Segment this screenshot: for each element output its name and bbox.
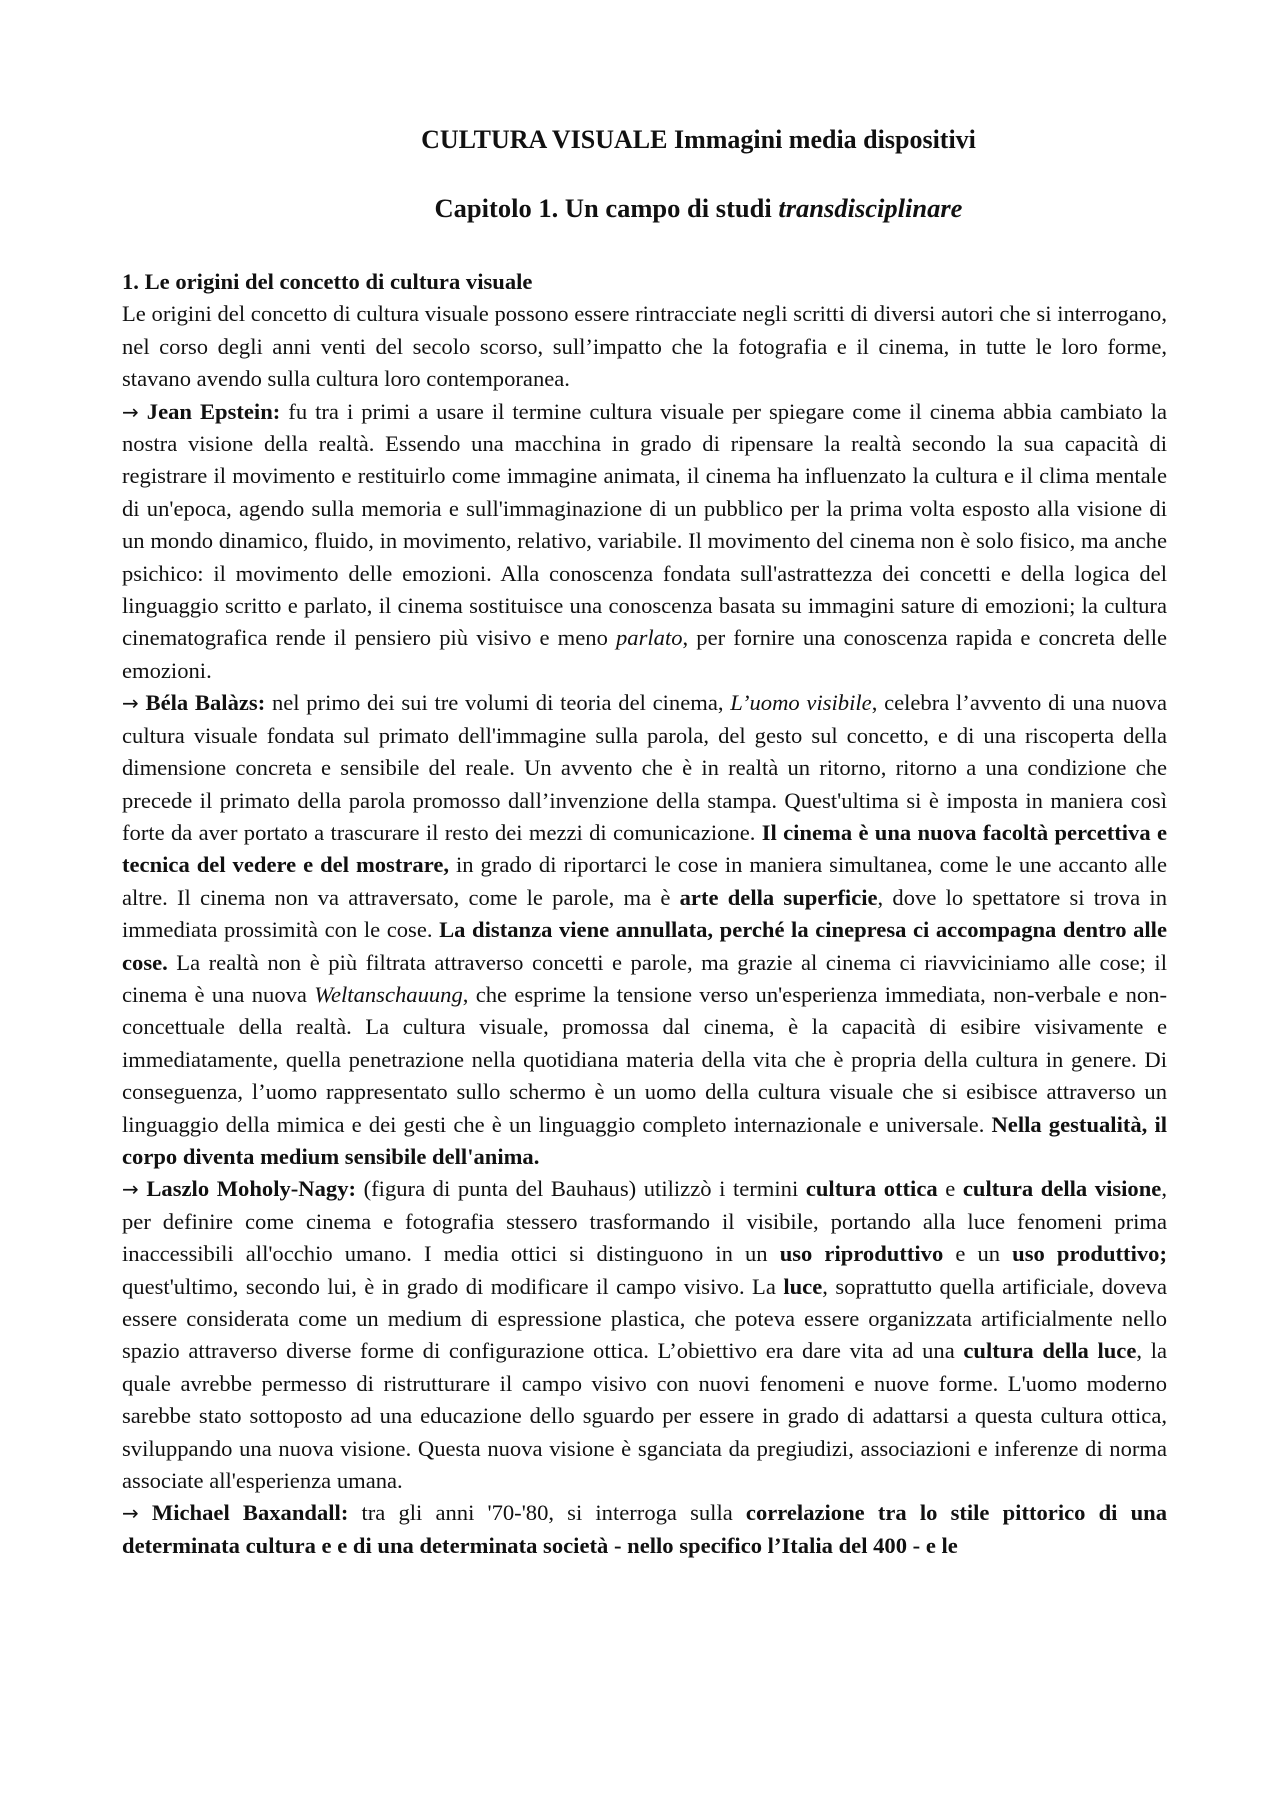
balazs-paragraph — [122, 687, 1167, 1173]
moholy-bold-1: cultura ottica — [805, 1176, 938, 1202]
balazs-text-5: La realtà non è più filtrata attraverso concetti e parole, ma grazie al cinema ci riavviciniamo alle cose; il cinema è una nuova — [122, 949, 1167, 1007]
author-name-epstein: Jean Epstein: — [146, 398, 281, 424]
arrow-icon: → — [122, 1177, 139, 1202]
moholy-text-4: e un — [943, 1241, 1013, 1267]
section-heading: 1. Le origini del concetto di cultura visuale — [122, 269, 533, 294]
balazs-bold-2: arte della superficie — [679, 884, 878, 910]
balazs-bold-1: Il cinema è una nuova facoltà percettiva e tecnica del vedere e del mostrare, — [122, 819, 1167, 878]
balazs-italic-1: L’uomo visibile — [730, 690, 872, 716]
baxandall-text-1: tra gli anni '70-'80, si interroga sulla — [348, 1500, 746, 1526]
moholy-bold-3: uso riproduttivo — [779, 1241, 944, 1267]
chapter-title-italic: transdisciplinare — [778, 193, 963, 223]
moholy-paragraph — [122, 1173, 1167, 1497]
document-page — [122, 120, 1167, 1562]
moholy-text-5: quest'ultimo, secondo lui, è in grado di modificare il campo visivo. La — [122, 1273, 784, 1299]
arrow-icon: → — [122, 691, 139, 716]
author-name-moholy: Laszlo Moholy-Nagy: — [146, 1176, 357, 1202]
chapter-title — [230, 188, 1167, 228]
moholy-bold-6: cultura della luce — [963, 1338, 1137, 1364]
epstein-paragraph — [122, 396, 1167, 688]
balazs-text-6: , che esprime la tensione verso un'esperienza immediata, non-verbale e non-concettuale della realtà. La cultura visuale, promossa dal cinema, è la capacità di esibire visivamente e immediatamente, quella penetrazione nella quotidiana materia della vita che è propria della cultura in genere. Di conseguenza, l’uomo rappresentato sullo schermo è un uomo della cultura visuale che si esibisce attraverso un linguaggio della mimica e dei gesti che è un linguaggio completo internazionale e universale. — [122, 981, 1167, 1137]
baxandall-bold-1: correlazione tra lo stile pittorico di una determinata cultura e e di una determinata società - nello specifico l’Italia del 400 - e le — [122, 1500, 1168, 1558]
moholy-text-7: , la quale avrebbe permesso di ristrutturare il campo visivo con nuovi fenomeni e nuove forme. L'uomo moderno sarebbe stato sottoposto ad una educazione dello sguardo per essere in grado di adattarsi a questa cultura ottica, sviluppando una nuova visione. Questa nuova visione è sganciata da pregiudizi, associazioni e inferenze di norma associate all'esperienza umana. — [122, 1338, 1167, 1494]
author-name-baxandall: Michael Baxandall: — [151, 1500, 349, 1526]
moholy-text-1: (figura di punta del Bauhaus) utilizzò i termini — [356, 1176, 806, 1202]
epstein-italic-1: parlato — [615, 625, 683, 651]
balazs-text-1: nel primo dei sui tre volumi di teoria del cinema, — [265, 690, 731, 716]
balazs-text-2: , celebra l’avvento di una nuova cultura visuale fondata sul primato dell'immagine sulla parola, del gesto sul concetto, e di una riscoperta della dimensione concreta e sensibile del reale. Un avvento che è in realtà un ritorno, ritorno a una condizione che precede il primato della parola promosso dall’invenzione della stampa. Quest'ultima si è imposta in maniera così forte da aver portato a trascurare il resto dei mezzi di comunicazione. — [122, 690, 1167, 845]
balazs-italic-2: Weltanschauung — [314, 981, 463, 1007]
balazs-bold-4: Nella gestualità, il corpo diventa medium sensibile dell'anima. — [122, 1111, 1168, 1169]
moholy-text-3: , per definire come cinema e fotografia stessero trasformando il visibile, portando alla luce fenomeni prima inaccessibili all'occhio umano. I media ottici si distinguono in un — [122, 1176, 1167, 1267]
epstein-text-1: fu tra i primi a usare il termine cultura visuale per spiegare come il cinema abbia cambiato la nostra visione della realtà. Essendo una macchina in grado di ripensare la realtà secondo la sua capacità di registrare il movimento e restituirlo come immagine animata, il cinema ha influenzato la cultura e il clima mentale di un'epoca, agendo sulla memoria e sull'immaginazione di un pubblico per la prima volta esposto alla visione di un mondo dinamico, fluido, in movimento, relativo, variabile. Il movimento del cinema non è solo fisico, ma anche psichico: il movimento delle emozioni. Alla conoscenza fondata sull'astrattezza dei concetti e della logica del linguaggio scritto e parlato, il cinema sostituisce una conoscenza basata su immagini sature di emozioni; la cultura cinematografica rende il pensiero più visivo e meno — [122, 398, 1167, 651]
chapter-title-text: Capitolo 1. Un campo di studi — [434, 193, 779, 223]
moholy-text-2: e — [937, 1176, 963, 1202]
intro-paragraph: Le origini del concetto di cultura visuale possono essere rintracciate negli scritti di diversi autori che si interrogano, nel corso degli anni venti del secolo scorso, sull’impatto che la fotografia e il cinema, in tutte le loro forme, stavano avendo sulla cultura loro contemporanea. — [122, 301, 1167, 392]
moholy-bold-2: cultura della visione — [962, 1176, 1162, 1202]
moholy-text-6: , soprattutto quella artificiale, doveva essere considerata come un medium di espressione plastica, che poteva essere organizzata artificialmente nello spazio attraverso diverse forme di configurazione ottica. L’obiettivo era dare vita ad una — [122, 1273, 1167, 1364]
balazs-bold-3: La distanza viene annullata, perché la cinepresa ci accompagna dentro alle cose. — [122, 917, 1167, 975]
balazs-text-3: in grado di riportarci le cose in maniera simultanea, come le une accanto alle altre. Il cinema non va attraversato, come le parole, ma è — [122, 852, 1167, 910]
arrow-icon: → — [122, 1501, 139, 1526]
moholy-bold-4: uso produttivo; — [1012, 1241, 1167, 1267]
balazs-text-4: , dove lo spettatore si trova in immediata prossimità con le cose. — [122, 884, 1168, 943]
baxandall-paragraph — [122, 1497, 1167, 1562]
document-title: CULTURA VISUALE Immagini media dispositivi — [421, 125, 976, 154]
arrow-icon: → — [122, 399, 139, 424]
epstein-text-2: , per fornire una conoscenza rapida e concreta delle emozioni. — [122, 625, 1167, 683]
author-name-balazs: Béla Balàzs: — [145, 690, 266, 716]
moholy-bold-5: luce — [783, 1273, 823, 1299]
